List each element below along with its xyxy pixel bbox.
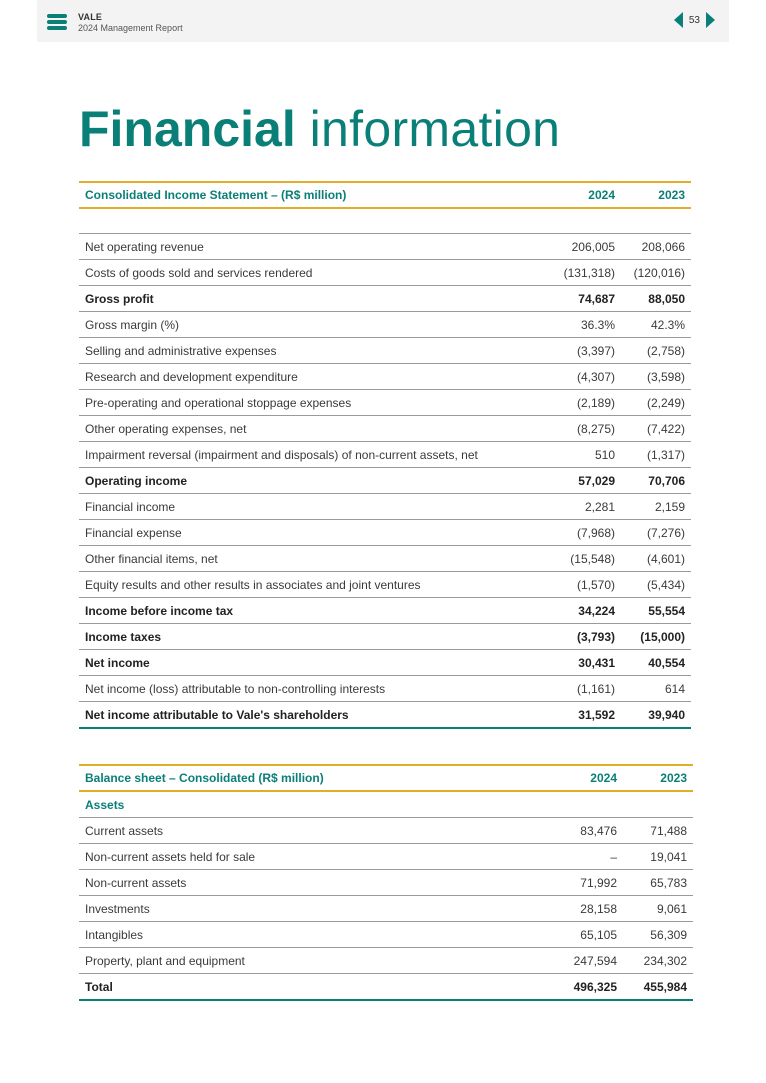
page-title	[79, 101, 561, 157]
next-page-icon[interactable]	[706, 12, 715, 28]
table-row	[79, 364, 691, 390]
balance-col-2024: 2024	[549, 765, 623, 791]
row-label: Gross margin (%)	[79, 312, 549, 338]
value-2023: (15,000)	[621, 624, 691, 650]
row-label: Operating income	[79, 468, 549, 494]
value-2024: 496,325	[549, 974, 623, 1001]
menu-icon[interactable]	[47, 14, 67, 30]
table-row	[79, 572, 691, 598]
title-light: information	[309, 101, 561, 157]
row-label: Income taxes	[79, 624, 549, 650]
value-2024: (3,793)	[549, 624, 621, 650]
value-2023: (120,016)	[621, 260, 691, 286]
table-row	[79, 624, 691, 650]
value-2023: 19,041	[623, 844, 693, 870]
value-2024: –	[549, 844, 623, 870]
value-2023: 208,066	[621, 234, 691, 260]
value-2024: 36.3%	[549, 312, 621, 338]
value-2023: 71,488	[623, 818, 693, 844]
row-label: Current assets	[79, 818, 549, 844]
row-label: Net income	[79, 650, 549, 676]
company-name: VALE	[78, 12, 103, 22]
balance-heading: Balance sheet – Consolidated (R$ million)	[79, 765, 549, 791]
value-2024: 28,158	[549, 896, 623, 922]
value-2024: 83,476	[549, 818, 623, 844]
income-header-row	[79, 182, 691, 208]
value-2024: 31,592	[549, 702, 621, 729]
income-statement-table	[79, 181, 691, 729]
value-2024: (1,161)	[549, 676, 621, 702]
value-2024: 74,687	[549, 286, 621, 312]
value-2024: 30,431	[549, 650, 621, 676]
row-label: Property, plant and equipment	[79, 948, 549, 974]
value-2023: (2,249)	[621, 390, 691, 416]
value-2023: 614	[621, 676, 691, 702]
value-2023: 88,050	[621, 286, 691, 312]
balance-sheet-table	[79, 764, 693, 1001]
title-bold: Financial	[79, 101, 296, 157]
report-name: 2024 Management Report	[78, 23, 183, 33]
value-2023: (7,422)	[621, 416, 691, 442]
value-2024: (1,570)	[549, 572, 621, 598]
report-brand	[78, 13, 183, 33]
value-2023: 55,554	[621, 598, 691, 624]
top-bar	[37, 0, 729, 42]
row-label: Financial income	[79, 494, 549, 520]
section-label: Assets	[79, 791, 549, 818]
balance-col-2023: 2023	[623, 765, 693, 791]
value-2023: (7,276)	[621, 520, 691, 546]
value-2024: (2,189)	[549, 390, 621, 416]
row-label: Financial expense	[79, 520, 549, 546]
value-2024: 247,594	[549, 948, 623, 974]
table-row	[79, 286, 691, 312]
table-row	[79, 520, 691, 546]
row-label: Other operating expenses, net	[79, 416, 549, 442]
income-col-2024: 2024	[549, 182, 621, 208]
table-row	[79, 922, 693, 948]
row-label: Total	[79, 974, 549, 1001]
table-row	[79, 390, 691, 416]
row-label: Net income (loss) attributable to non-controlling interests	[79, 676, 549, 702]
value-2023: (4,601)	[621, 546, 691, 572]
value-2023: (5,434)	[621, 572, 691, 598]
row-label: Non-current assets	[79, 870, 549, 896]
row-label: Research and development expenditure	[79, 364, 549, 390]
value-2023: 65,783	[623, 870, 693, 896]
value-2024: (15,548)	[549, 546, 621, 572]
value-2024: 34,224	[549, 598, 621, 624]
row-label: Investments	[79, 896, 549, 922]
row-label: Net operating revenue	[79, 234, 549, 260]
row-label: Other financial items, net	[79, 546, 549, 572]
row-label: Net income attributable to Vale's shareholders	[79, 702, 549, 729]
value-2023: 234,302	[623, 948, 693, 974]
row-label: Selling and administrative expenses	[79, 338, 549, 364]
value-2023: 39,940	[621, 702, 691, 729]
value-2024: 2,281	[549, 494, 621, 520]
table-row	[79, 494, 691, 520]
income-heading: Consolidated Income Statement – (R$ million)	[79, 182, 549, 208]
value-2024: (131,318)	[549, 260, 621, 286]
value-2023: 2,159	[621, 494, 691, 520]
table-row	[79, 338, 691, 364]
table-row	[79, 896, 693, 922]
table-row	[79, 468, 691, 494]
page-navigation	[674, 12, 715, 28]
section-row	[79, 791, 693, 818]
value-2023: 42.3%	[621, 312, 691, 338]
table-row	[79, 650, 691, 676]
value-2024: 71,992	[549, 870, 623, 896]
table-row	[79, 870, 693, 896]
table-row	[79, 948, 693, 974]
value-2024: 510	[549, 442, 621, 468]
table-row	[79, 234, 691, 260]
table-row	[79, 260, 691, 286]
row-label: Impairment reversal (impairment and disposals) of non-current assets, net	[79, 442, 549, 468]
value-2023: 9,061	[623, 896, 693, 922]
table-row	[79, 702, 691, 729]
table-row	[79, 844, 693, 870]
value-2023: (1,317)	[621, 442, 691, 468]
balance-header-row	[79, 765, 693, 791]
value-2024: 57,029	[549, 468, 621, 494]
row-label: Income before income tax	[79, 598, 549, 624]
row-label: Costs of goods sold and services rendered	[79, 260, 549, 286]
row-label: Non-current assets held for sale	[79, 844, 549, 870]
table-row	[79, 442, 691, 468]
table-row	[79, 676, 691, 702]
value-2024: (7,968)	[549, 520, 621, 546]
row-label: Intangibles	[79, 922, 549, 948]
value-2024: (4,307)	[549, 364, 621, 390]
value-2024: (3,397)	[549, 338, 621, 364]
value-2024: (8,275)	[549, 416, 621, 442]
row-label: Gross profit	[79, 286, 549, 312]
page-number: 53	[688, 14, 700, 26]
table-row	[79, 598, 691, 624]
value-2023: 70,706	[621, 468, 691, 494]
value-2024: 65,105	[549, 922, 623, 948]
table-row	[79, 312, 691, 338]
row-label: Equity results and other results in associates and joint ventures	[79, 572, 549, 598]
previous-page-icon[interactable]	[674, 12, 683, 28]
table-row	[79, 416, 691, 442]
income-spacer-row	[79, 208, 691, 234]
value-2023: 40,554	[621, 650, 691, 676]
value-2024: 206,005	[549, 234, 621, 260]
row-label: Pre-operating and operational stoppage expenses	[79, 390, 549, 416]
value-2023: 455,984	[623, 974, 693, 1001]
table-row	[79, 974, 693, 1001]
table-row	[79, 818, 693, 844]
income-col-2023: 2023	[621, 182, 691, 208]
value-2023: (3,598)	[621, 364, 691, 390]
value-2023: (2,758)	[621, 338, 691, 364]
table-row	[79, 546, 691, 572]
value-2023: 56,309	[623, 922, 693, 948]
